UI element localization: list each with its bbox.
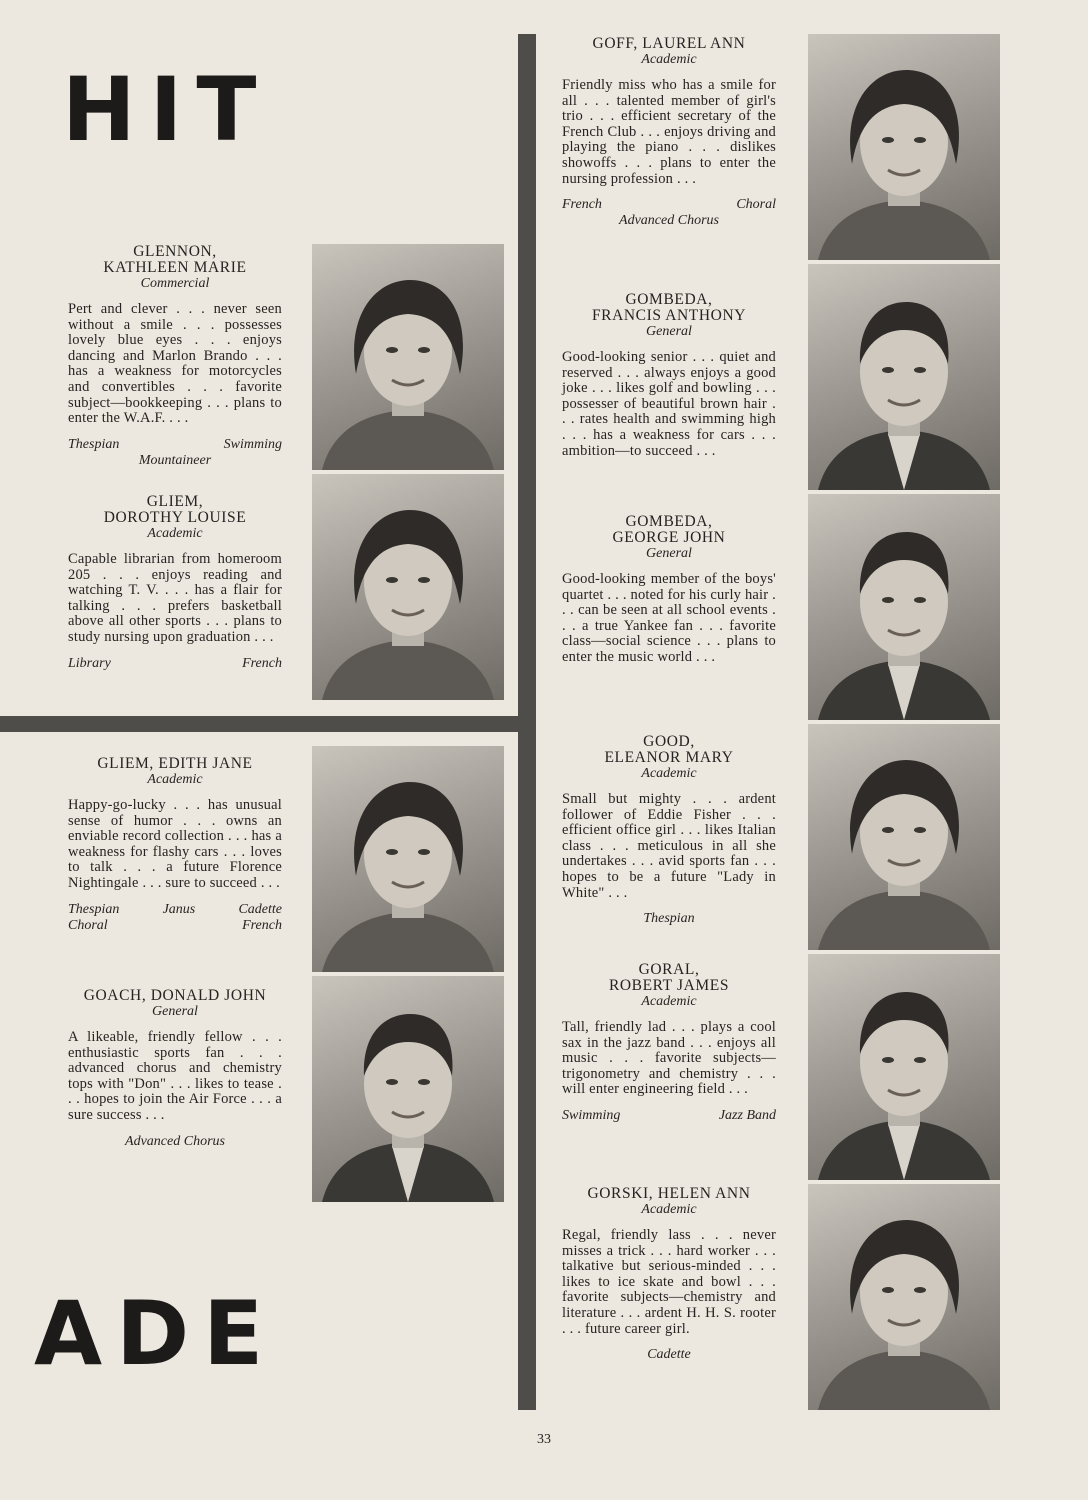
activity-label: Advanced Chorus (619, 213, 719, 229)
activity-label: Thespian (68, 901, 120, 917)
student-name: GOACH, DONALD JOHN (83, 987, 267, 1004)
portrait-silhouette (808, 1184, 1000, 1410)
student-portrait (808, 34, 1000, 260)
activity-label: Cadette (238, 901, 282, 917)
student-entry (68, 988, 282, 1150)
student-course: Academic (641, 1202, 697, 1217)
portrait-silhouette (808, 34, 1000, 260)
activity-label: Mountaineer (138, 452, 212, 468)
portrait-silhouette (808, 724, 1000, 950)
activity-label: French (562, 197, 602, 213)
student-course: Commercial (140, 276, 210, 291)
student-name: GOMBEDA, FRANCIS ANTHONY (591, 291, 747, 324)
student-name: GLIEM, EDITH JANE (97, 755, 253, 772)
portrait-silhouette (312, 746, 504, 972)
student-activities (68, 437, 282, 469)
portrait-silhouette (312, 244, 504, 470)
heading-ade: ADE (34, 1282, 278, 1385)
activity-label: Choral (68, 917, 108, 933)
portrait-silhouette (808, 264, 1000, 490)
student-activities (68, 1134, 282, 1150)
student-name: GOFF, LAUREL ANN (592, 35, 746, 52)
student-entry (562, 962, 776, 1124)
student-bio: Regal, friendly lass . . . never misses a trick . . . hard worker . . . talkative but serious-minded . . . likes to ice skate and bowl . . . favorite subjects—chemistry and literature . . . ardent H. H. S. rooter . . . future career girl. (562, 1227, 776, 1337)
student-name: GLENNON, KATHLEEN MARIE (103, 243, 247, 276)
activity-label: Thespian (68, 436, 120, 452)
student-entry (562, 734, 776, 927)
student-entry (562, 1186, 776, 1363)
student-entry (68, 494, 282, 672)
student-activities (562, 911, 776, 927)
student-course: Academic (641, 766, 697, 781)
student-name: GORAL, ROBERT JAMES (608, 961, 730, 994)
student-entry (562, 36, 776, 229)
student-course: Academic (641, 52, 697, 67)
student-course: General (646, 546, 692, 561)
student-course: General (646, 324, 692, 339)
activity-label: Choral (736, 197, 776, 213)
student-name: GORSKI, HELEN ANN (587, 1185, 751, 1202)
student-entry (68, 756, 282, 934)
student-entry (562, 514, 776, 666)
student-portrait (312, 746, 504, 972)
student-bio: Good-looking senior . . . quiet and reserved . . . always enjoys a good joke . . . likes golf and bowling . . . possesser of beautiful brown hair . . . rates health and swimming high . . . has a weakness for cars . . . ambition—to succeed . . . (562, 349, 776, 459)
student-course: General (152, 1004, 198, 1019)
student-bio: Small but mighty . . . ardent follower of Eddie Fisher . . . efficient office girl . . . likes Italian class . . . meticulous in all she undertakes . . . avid sports fan . . . hopes to be a future "Lady in White" . . . (562, 791, 776, 901)
student-name: GOMBEDA, GEORGE JOHN (612, 513, 726, 546)
student-bio: Capable librarian from homeroom 205 . . . enjoys reading and watching T. V. . . . has a flair for talking . . . prefers basketball above all other sports . . . plans to study nursing upon graduation . . . (68, 551, 282, 645)
activity-label: Library (68, 655, 111, 671)
student-portrait (312, 244, 504, 470)
student-name: GOOD, ELEANOR MARY (604, 733, 734, 766)
student-bio: Tall, friendly lad . . . plays a cool sax in the jazz band . . . enjoys all music . . . favorite subjects—trigonometry and chemistry . . . will enter engineering field . . . (562, 1019, 776, 1098)
student-bio: Happy-go-lucky . . . has unusual sense of humor . . . owns an enviable record collection . . . has a weakness for flashy cars . . . loves to talk . . . a future Florence Nightingale . . . sure to succeed . . . (68, 797, 282, 891)
student-course: Academic (147, 772, 203, 787)
student-bio: Friendly miss who has a smile for all . . . talented member of girl's trio . . . efficient secretary of the French Club . . . enjoys driving and playing the piano . . . dislikes showoffs . . . plans to enter the nursing profession . . . (562, 77, 776, 187)
student-portrait (312, 474, 504, 700)
student-activities (68, 656, 282, 672)
student-portrait (808, 1184, 1000, 1410)
student-activities (562, 197, 776, 229)
student-portrait (808, 264, 1000, 490)
student-entry (562, 292, 776, 459)
horizontal-divider (0, 716, 528, 732)
student-name: GLIEM, DOROTHY LOUISE (103, 493, 247, 526)
student-portrait (808, 494, 1000, 720)
portrait-silhouette (808, 954, 1000, 1180)
activity-label: French (242, 655, 282, 671)
activity-label: French (242, 917, 282, 933)
student-bio: Pert and clever . . . never seen without a smile . . . possesses lovely blue eyes . . . enjoys dancing and Marlon Brando . . . has a weakness for motorcycles and convertibles . . . favorite subject—bookkeeping . . . plans to enter the W.A.F. . . . (68, 301, 282, 427)
portrait-silhouette (808, 494, 1000, 720)
student-course: Academic (147, 526, 203, 541)
student-bio: Good-looking member of the boys' quartet . . . noted for his curly hair . . . can be seen at all school events . . . a true Yankee fan . . . favorite class—social science . . . plans to enter the music world . . . (562, 571, 776, 665)
activity-label: Cadette (647, 1347, 691, 1363)
student-entry (68, 244, 282, 469)
student-portrait (312, 976, 504, 1202)
activity-label: Jazz Band (718, 1107, 776, 1123)
student-bio: A likeable, friendly fellow . . . enthusiastic sports fan . . . advanced chorus and chemistry tops with "Don" . . . likes to tease . . . hopes to join the Air Force . . . a sure success . . . (68, 1029, 282, 1123)
activity-label: Swimming (223, 436, 282, 452)
activity-label: Janus (162, 901, 196, 917)
portrait-silhouette (312, 474, 504, 700)
student-course: Academic (641, 994, 697, 1009)
student-activities (68, 902, 282, 934)
heading-hit: HIT (62, 58, 271, 161)
activity-label: Advanced Chorus (125, 1133, 225, 1149)
student-portrait (808, 724, 1000, 950)
student-portrait (808, 954, 1000, 1180)
student-activities (562, 1108, 776, 1124)
activity-label: Thespian (643, 911, 695, 927)
student-activities (562, 1347, 776, 1363)
activity-label: Swimming (562, 1107, 621, 1123)
page-number: 33 (537, 1432, 551, 1447)
portrait-silhouette (312, 976, 504, 1202)
